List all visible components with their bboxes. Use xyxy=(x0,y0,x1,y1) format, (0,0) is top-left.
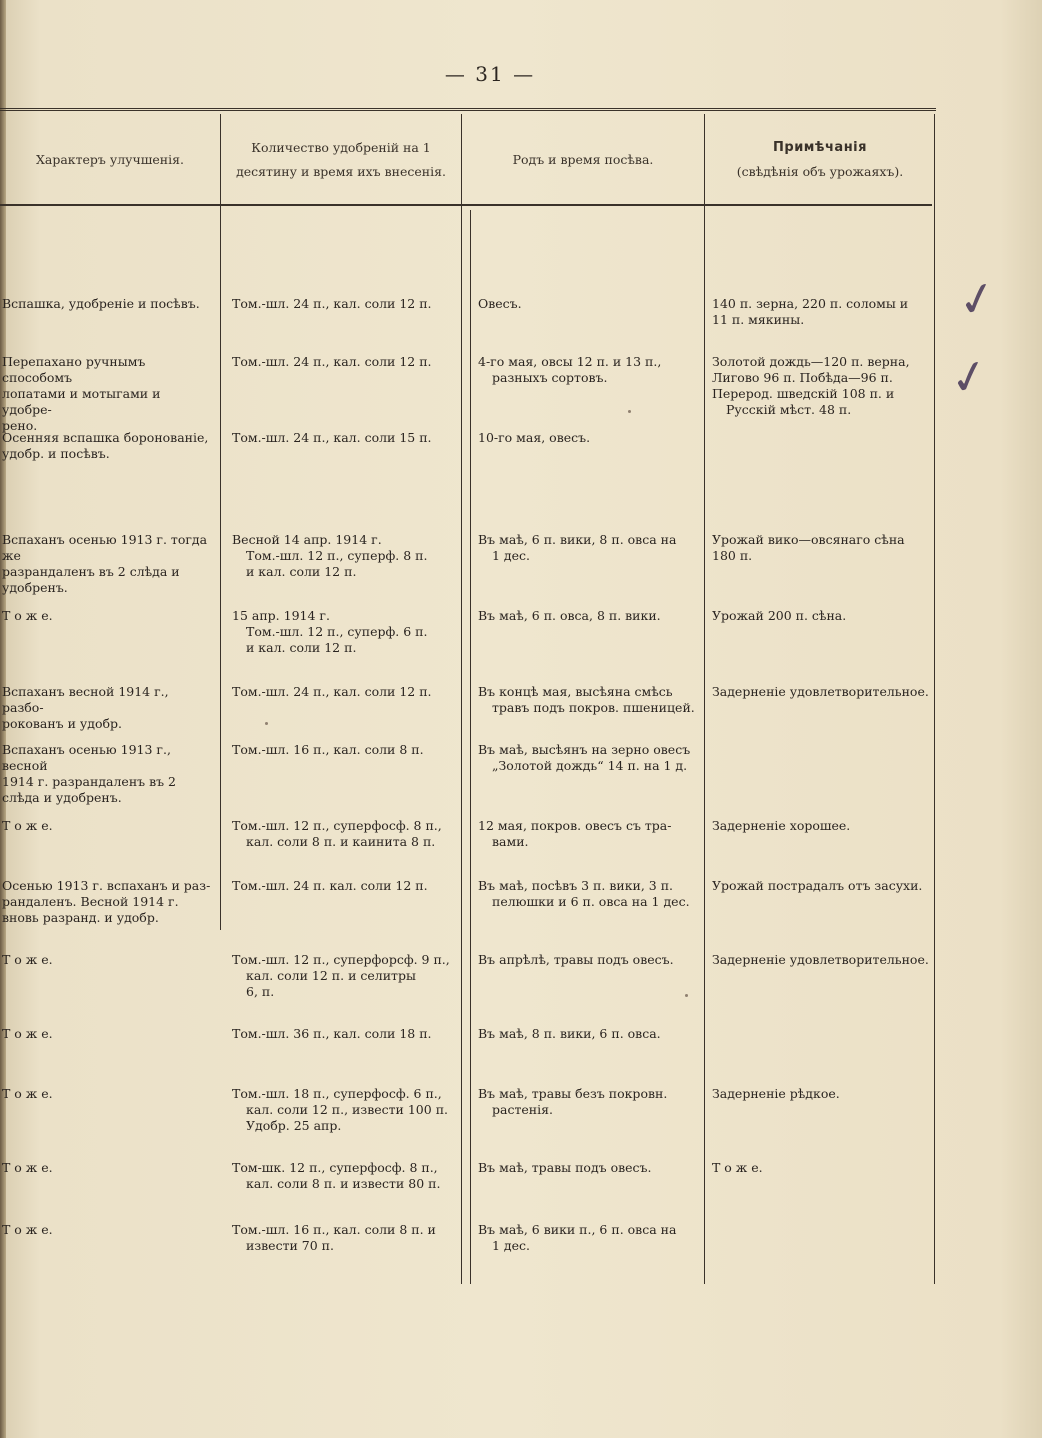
cell-line: Т о ж е. xyxy=(2,1086,53,1101)
cell-line: кал. соли 8 п. и извести 80 п. xyxy=(246,1176,441,1191)
column-divider-1 xyxy=(220,210,221,930)
cell-line: 140 п. зерна, 220 п. соломы и xyxy=(712,296,909,311)
cell-line: Въ маѣ, 6 вики п., 6 п. овса на xyxy=(478,1222,677,1237)
row-1-c1 xyxy=(2,296,214,312)
cell-line: Вспаханъ осенью 1913 г., весной xyxy=(2,742,171,773)
row-10-c3 xyxy=(478,952,700,968)
cell-line: Въ концѣ мая, высѣяна смѣсь xyxy=(478,684,673,699)
row-1-c3 xyxy=(478,296,700,312)
row-4-c4 xyxy=(712,532,930,564)
cell-line: Въ маѣ, травы безъ покровн. xyxy=(478,1086,668,1101)
row-5-c4 xyxy=(712,608,930,624)
cell-line: и кал. соли 12 п. xyxy=(246,640,357,655)
cell-line: Вспаханъ осенью 1913 г. тогда же xyxy=(2,532,208,563)
header-notes-title: Примѣчанія xyxy=(773,140,867,155)
row-8-c2 xyxy=(232,818,460,850)
cell-line: Том.-шл. 24 п. кал. соли 12 п. xyxy=(232,878,428,893)
cell-line: Том-шк. 12 п., суперфосф. 8 п., xyxy=(232,1160,438,1175)
cell-line: Том.-шл. 18 п., суперфосф. 6 п., xyxy=(232,1086,442,1101)
row-5-c2 xyxy=(232,608,460,656)
cell-line: удобр. и посѣвъ. xyxy=(2,446,110,461)
cell-line: и кал. соли 12 п. xyxy=(246,564,357,579)
cell-line: кал. соли 8 п. и каинита 8 п. xyxy=(246,834,436,849)
cell-line: пелюшки и 6 п. овса на 1 дес. xyxy=(492,894,690,909)
row-2-c2 xyxy=(232,354,460,370)
cell-line: Перерод. шведскій 108 п. и xyxy=(712,386,895,401)
cell-line: Въ маѣ, высѣянъ на зерно овесъ xyxy=(478,742,691,757)
cell-line: Том.-шл. 24 п., кал. соли 12 п. xyxy=(232,354,432,369)
cell-line: разрандаленъ въ 2 слѣда и xyxy=(2,564,180,579)
cell-line: 15 апр. 1914 г. xyxy=(232,608,330,623)
row-10-c2 xyxy=(232,952,460,1000)
cell-line: Том.-шл. 24 п., кал. соли 12 п. xyxy=(232,684,432,699)
cell-line: Задерненіе удовлетворительное. xyxy=(712,952,929,967)
cell-line: рокованъ и удобр. xyxy=(2,716,122,731)
row-6-c3 xyxy=(478,684,700,716)
row-6-c1 xyxy=(2,684,214,732)
cell-line: 4-го мая, овсы 12 п. и 13 п., xyxy=(478,354,662,369)
column-divider-3 xyxy=(470,210,471,1284)
row-14-c1 xyxy=(2,1222,214,1238)
cell-line: Урожай пострадалъ отъ засухи. xyxy=(712,878,923,893)
cell-line: 10-го мая, овесъ. xyxy=(478,430,591,445)
paper-speck xyxy=(265,722,268,725)
row-14-c2 xyxy=(232,1222,460,1254)
cell-line: Том.-шл. 36 п., кал. соли 18 п. xyxy=(232,1026,432,1041)
cell-line: Т о ж е. xyxy=(712,1160,763,1175)
row-3-c3 xyxy=(478,430,700,446)
row-2-c4 xyxy=(712,354,930,418)
row-5-c3 xyxy=(478,608,700,624)
cell-line: Том.-шл. 16 п., кал. соли 8 п. и xyxy=(232,1222,436,1237)
header-notes-subtitle: (свѣдѣнія объ урожаяхъ). xyxy=(736,164,904,179)
row-9-c2 xyxy=(232,878,460,894)
header-character-label: Характеръ улучшенія. xyxy=(36,152,184,167)
row-10-c1 xyxy=(2,952,214,968)
cell-line: Въ маѣ, 6 п. овса, 8 п. вики. xyxy=(478,608,661,623)
cell-line: кал. соли 12 п. и селитры xyxy=(246,968,416,983)
row-8-c4 xyxy=(712,818,930,834)
cell-line: Задерненіе хорошее. xyxy=(712,818,851,833)
cell-line: лопатами и мотыгами и удобре- xyxy=(2,386,161,417)
cell-line: Том.-шл. 12 п., суперф. 8 п. xyxy=(246,548,428,563)
row-5-c1 xyxy=(2,608,214,624)
cell-line: 1914 г. разрандаленъ въ 2 xyxy=(2,774,176,789)
row-4-c2 xyxy=(232,532,460,580)
checkmark-icon: ✓ xyxy=(944,346,994,408)
row-1-c4 xyxy=(712,296,930,328)
cell-line: Въ апрѣлѣ, травы подъ овесъ. xyxy=(478,952,674,967)
column-divider-2 xyxy=(461,114,462,1284)
row-4-c1 xyxy=(2,532,214,596)
header-sowing-label: Родъ и время посѣва. xyxy=(512,152,654,167)
cell-line: травъ подъ покров. пшеницей. xyxy=(492,700,695,715)
cell-line: Перепахано ручнымъ способомъ xyxy=(2,354,146,385)
cell-line: Том.-шл. 24 п., кал. соли 15 п. xyxy=(232,430,432,445)
row-2-c3 xyxy=(478,354,700,386)
row-6-c4 xyxy=(712,684,930,700)
row-8-c3 xyxy=(478,818,700,850)
row-6-c2 xyxy=(232,684,460,700)
row-9-c1 xyxy=(2,878,214,926)
cell-line: разныхъ сортовъ. xyxy=(492,370,608,385)
paper-speck xyxy=(685,994,688,997)
cell-line: 1 дес. xyxy=(492,548,530,563)
cell-line: Т о ж е. xyxy=(2,818,53,833)
row-13-c4 xyxy=(712,1160,930,1176)
checkmark-icon: ✓ xyxy=(952,268,1002,330)
header-fertilizer-label: Количество удобреній на 1 десятину и время ихъ внесенія. xyxy=(236,140,446,179)
cell-line: Т о ж е. xyxy=(2,1026,53,1041)
cell-line: Въ маѣ, 8 п. вики, 6 п. овса. xyxy=(478,1026,661,1041)
row-3-c2 xyxy=(232,430,460,446)
cell-line: Задерненіе удовлетворительное. xyxy=(712,684,929,699)
row-8-c1 xyxy=(2,818,214,834)
cell-line: вновь разранд. и удобр. xyxy=(2,910,159,925)
row-7-c3 xyxy=(478,742,700,774)
row-11-c3 xyxy=(478,1026,700,1042)
cell-line: Том.-шл. 24 п., кал. соли 12 п. xyxy=(232,296,432,311)
header-sowing xyxy=(464,116,702,204)
row-11-c1 xyxy=(2,1026,214,1042)
cell-line: Въ маѣ, посѣвъ 3 п. вики, 3 п. xyxy=(478,878,674,893)
header-notes xyxy=(708,116,932,204)
cell-line: удобренъ. xyxy=(2,580,68,595)
cell-line: Весной 14 апр. 1914 г. xyxy=(232,532,382,547)
row-13-c1 xyxy=(2,1160,214,1176)
cell-line: Том.-шл. 12 п., суперф. 6 п. xyxy=(246,624,428,639)
cell-line: извести 70 п. xyxy=(246,1238,334,1253)
column-divider-5 xyxy=(934,114,935,1284)
cell-line: Т о ж е. xyxy=(2,608,53,623)
row-12-c1 xyxy=(2,1086,214,1102)
row-13-c2 xyxy=(232,1160,460,1192)
row-2-c1 xyxy=(2,354,214,434)
paper-speck xyxy=(628,410,631,413)
cell-line: Том.-шл. 16 п., кал. соли 8 п. xyxy=(232,742,424,757)
cell-line: Золотой дождь—120 п. верна, xyxy=(712,354,910,369)
cell-line: Урожай 200 п. сѣна. xyxy=(712,608,847,623)
cell-line: рено. xyxy=(2,418,38,433)
row-4-c3 xyxy=(478,532,700,564)
cell-line: слѣда и удобренъ. xyxy=(2,790,122,805)
column-divider-4 xyxy=(704,114,705,1284)
cell-line: Том.-шл. 12 п., суперфосф. 8 п., xyxy=(232,818,442,833)
cell-line: Т о ж е. xyxy=(2,1222,53,1237)
row-1-c2 xyxy=(232,296,460,312)
cell-line: Осенняя вспашка боронованіе, xyxy=(2,430,209,445)
row-12-c2 xyxy=(232,1086,460,1134)
cell-line: Том.-шл. 12 п., суперфорсф. 9 п., xyxy=(232,952,450,967)
cell-line: кал. соли 12 п., извести 100 п. xyxy=(246,1102,448,1117)
header-rule xyxy=(0,204,932,206)
row-12-c3 xyxy=(478,1086,700,1118)
cell-line: растенія. xyxy=(492,1102,553,1117)
column-divider-1-header xyxy=(220,114,221,210)
cell-line: Урожай вико—овсянаго сѣна xyxy=(712,532,905,547)
cell-line: Задерненіе рѣдкое. xyxy=(712,1086,840,1101)
row-7-c2 xyxy=(232,742,460,758)
cell-line: 6, п. xyxy=(246,984,275,999)
row-13-c3 xyxy=(478,1160,700,1176)
header-character xyxy=(0,116,220,204)
row-9-c3 xyxy=(478,878,700,910)
cell-line: Вспашка, удобреніе и посѣвъ. xyxy=(2,296,200,311)
row-14-c3 xyxy=(478,1222,700,1254)
row-9-c4 xyxy=(712,878,930,894)
cell-line: Удобр. 25 апр. xyxy=(246,1118,342,1133)
cell-line: Осенью 1913 г. вспаханъ и раз- xyxy=(2,878,211,893)
header-fertilizer xyxy=(224,116,458,204)
cell-line: Овесъ. xyxy=(478,296,522,311)
cell-line: „Золотой дождь“ 14 п. на 1 д. xyxy=(492,758,688,773)
cell-line: Т о ж е. xyxy=(2,952,53,967)
cell-line: 11 п. мякины. xyxy=(712,312,805,327)
cell-line: Въ маѣ, 6 п. вики, 8 п. овса на xyxy=(478,532,677,547)
cell-line: 12 мая, покров. овесъ съ тра- xyxy=(478,818,672,833)
row-3-c1 xyxy=(2,430,214,462)
row-10-c4 xyxy=(712,952,930,968)
cell-line: вами. xyxy=(492,834,529,849)
row-12-c4 xyxy=(712,1086,930,1102)
cell-line: рандаленъ. Весной 1914 г. xyxy=(2,894,179,909)
cell-line: Т о ж е. xyxy=(2,1160,53,1175)
cell-line: Въ маѣ, травы подъ овесъ. xyxy=(478,1160,652,1175)
cell-line: 180 п. xyxy=(712,548,753,563)
cell-line: Лиговo 96 п. Побѣда—96 п. xyxy=(712,370,893,385)
cell-line: 1 дес. xyxy=(492,1238,530,1253)
top-rule xyxy=(0,108,936,111)
row-7-c1 xyxy=(2,742,214,806)
page-number: — 31 — xyxy=(444,62,536,86)
row-11-c2 xyxy=(232,1026,460,1042)
cell-line: Вспаханъ весной 1914 г., разбо- xyxy=(2,684,169,715)
cell-line: Русскій мѣст. 48 п. xyxy=(726,402,852,417)
